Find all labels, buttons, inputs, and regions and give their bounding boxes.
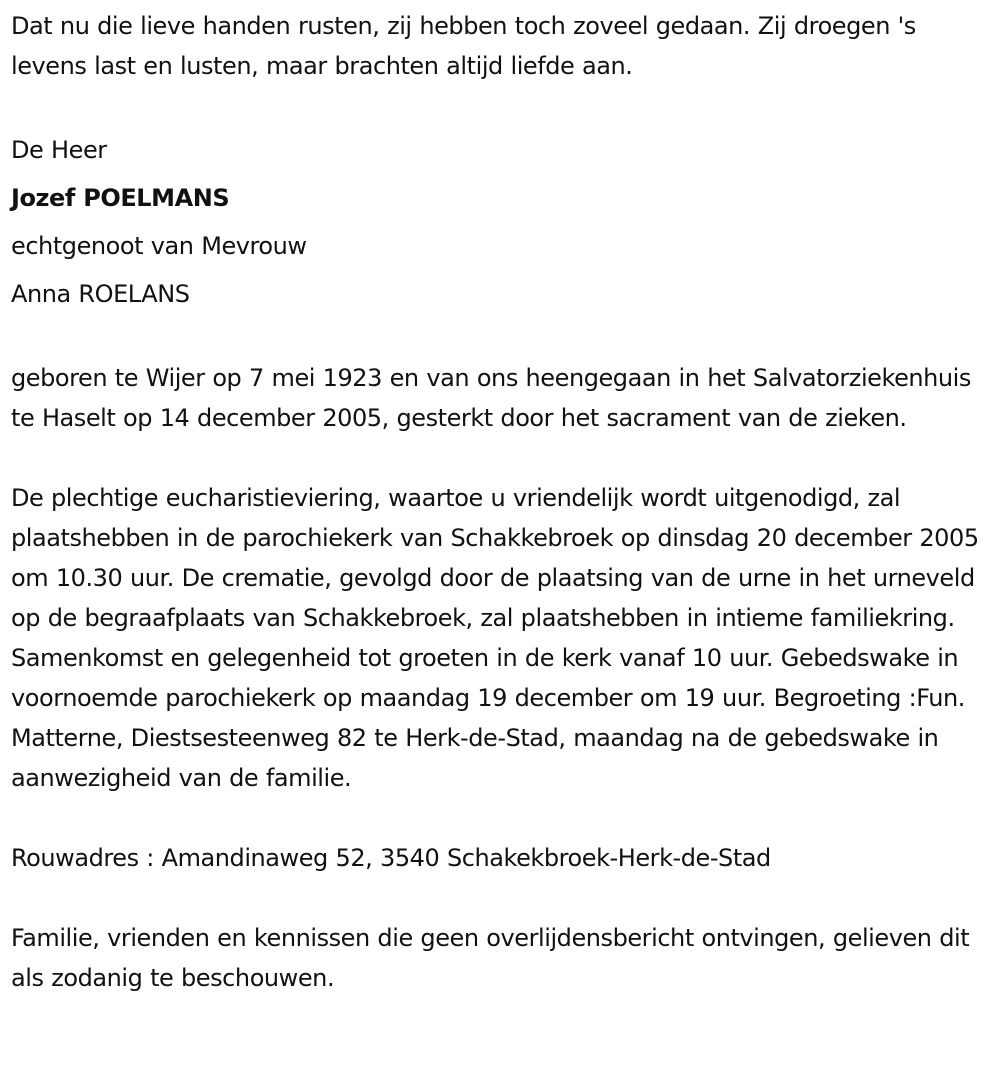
- spouse-name: Anna ROELANS: [11, 280, 190, 308]
- closing-paragraph: Familie, vrienden en kennissen die geen overlijdensbericht ontvingen, gelieven dit als zodanig te beschouwen.: [11, 924, 970, 992]
- spacer: [11, 86, 996, 126]
- spacer: [11, 798, 996, 838]
- title-prefix: De Heer: [11, 136, 107, 164]
- spacer: [11, 878, 996, 918]
- spouse-relation: echtgenoot van Mevrouw: [11, 232, 307, 260]
- deceased-name: Jozef POELMANS: [11, 184, 230, 212]
- mourning-address: Rouwadres : Amandinaweg 52, 3540 Schakekbroek-Herk-de-Stad: [11, 844, 771, 872]
- birth-death-paragraph: geboren te Wijer op 7 mei 1923 en van ons heengegaan in het Salvatorziekenhuis te Haselt op 14 december 2005, gesterkt door het sacrament van de zieken.: [11, 364, 971, 432]
- ceremony-paragraph: De plechtige eucharistieviering, waartoe u vriendelijk wordt uitgenodigd, zal plaatshebben in de parochiekerk van Schakkebroek op dinsdag 20 december 2005 om 10.30 uur. De crematie, gevolgd door de plaatsing van de urne in het urneveld op de begraafplaats van Schakkebroek, zal plaatshebben in intieme familiekring. Samenkomst en gelegenheid tot groeten in de kerk vanaf 10 uur. Gebedswake in voornoemde parochiekerk op maandag 19 december om 19 uur. Begroeting :Fun. Matterne, Diestsesteenweg 82 te Herk-de-Stad, maandag na de gebedswake in aanwezigheid van de familie.: [11, 484, 979, 792]
- memorial-poem: Dat nu die lieve handen rusten, zij hebben toch zoveel gedaan. Zij droegen 's levens last en lusten, maar brachten altijd liefde aan.: [11, 12, 916, 80]
- spacer: [11, 438, 996, 478]
- obituary-notice: [11, 6, 996, 998]
- spacer: [11, 318, 996, 358]
